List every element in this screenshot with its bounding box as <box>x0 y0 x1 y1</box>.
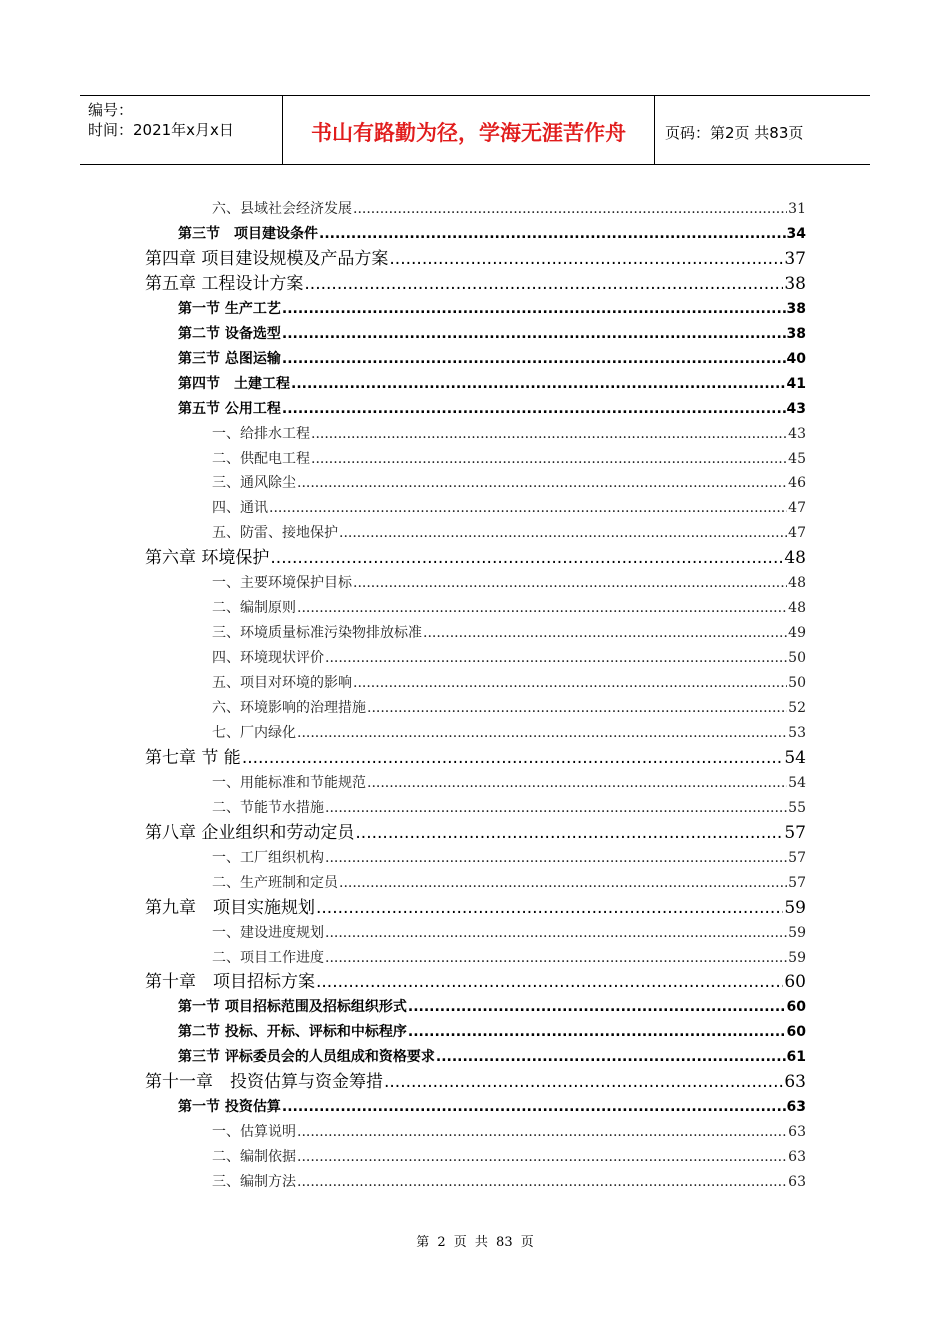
toc-entry-page: 61 <box>786 1049 806 1066</box>
toc-entry-page: 54 <box>788 774 806 791</box>
toc-leader-dots <box>297 721 787 746</box>
toc-entry-title: 第二节 设备选型 <box>178 325 281 342</box>
toc-leader-dots <box>297 596 787 621</box>
toc-entry-title: 第十一章 投资估算与资金筹措 <box>145 1072 383 1093</box>
toc-entry-page: 59 <box>784 897 806 918</box>
toc-entry-item[interactable] <box>212 771 806 796</box>
toc-entry-item[interactable] <box>212 471 806 496</box>
toc-leader-dots <box>297 471 787 496</box>
toc-entry-title: 六、县域社会经济发展 <box>212 201 352 217</box>
toc-entry-section[interactable] <box>178 347 806 372</box>
toc-entry-page: 50 <box>788 650 806 667</box>
toc-entry-page: 63 <box>788 1149 806 1166</box>
toc-entry-title: 二、项目工作进度 <box>212 949 324 966</box>
toc-entry-chapter[interactable] <box>145 896 806 921</box>
toc-entry-item[interactable] <box>212 621 806 646</box>
toc-entry-page: 43 <box>786 400 806 417</box>
toc-leader-dots <box>408 995 786 1020</box>
toc-entry-item[interactable] <box>212 846 806 871</box>
toc-entry-page: 63 <box>788 1124 806 1141</box>
toc-entry-item[interactable] <box>212 696 806 721</box>
toc-entry-title: 二、生产班制和定员 <box>212 874 338 891</box>
toc-leader-dots <box>325 846 787 871</box>
toc-entry-item[interactable] <box>212 921 806 946</box>
toc-leader-dots <box>325 946 787 971</box>
toc-entry-item[interactable] <box>212 197 806 222</box>
toc-entry-chapter[interactable] <box>145 821 806 846</box>
toc-entry-item[interactable] <box>212 422 806 447</box>
toc-entry-title: 第二节 投标、开标、评标和中标程序 <box>178 1024 407 1041</box>
toc-entry-page: 59 <box>788 924 806 941</box>
toc-leader-dots <box>282 322 786 347</box>
toc-entry-title: 三、通风除尘 <box>212 475 296 492</box>
toc-entry-page: 45 <box>788 450 806 467</box>
toc-entry-title: 二、节能节水措施 <box>212 799 324 816</box>
toc-entry-title: 第五节 公用工程 <box>178 400 281 417</box>
toc-entry-section[interactable] <box>178 372 806 397</box>
toc-entry-page: 57 <box>784 822 806 843</box>
toc-entry-page: 38 <box>786 325 806 342</box>
toc-entry-section[interactable] <box>178 1095 806 1120</box>
toc-entry-title: 四、通讯 <box>212 500 268 517</box>
toc-entry-item[interactable] <box>212 671 806 696</box>
toc-leader-dots <box>325 921 787 946</box>
toc-entry-section[interactable] <box>178 1045 806 1070</box>
toc-entry-page: 48 <box>788 575 806 592</box>
toc-entry-chapter[interactable] <box>145 970 806 995</box>
toc-leader-dots <box>353 197 787 222</box>
toc-entry-page: 43 <box>788 425 806 442</box>
toc-entry-page: 50 <box>788 675 806 692</box>
toc-entry-section[interactable] <box>178 322 806 347</box>
toc-entry-section[interactable] <box>178 995 806 1020</box>
toc-entry-page: 53 <box>788 724 806 741</box>
toc-leader-dots <box>311 447 787 472</box>
toc-leader-dots <box>367 696 787 721</box>
toc-entry-page: 37 <box>784 248 806 269</box>
toc-entry-page: 46 <box>788 475 806 492</box>
toc-entry-title: 第三节 总图运输 <box>178 350 281 367</box>
toc-entry-title: 四、环境现状评价 <box>212 650 324 667</box>
document-date: 时间：2021年x月x日 <box>88 121 234 139</box>
toc-entry-page: 31 <box>788 201 806 217</box>
toc-entry-title: 第六章 环境保护 <box>145 548 270 569</box>
toc-leader-dots <box>319 222 786 247</box>
toc-entry-page: 54 <box>784 747 806 768</box>
toc-leader-dots <box>297 1145 787 1170</box>
toc-entry-page: 57 <box>788 849 806 866</box>
toc-leader-dots <box>325 796 787 821</box>
toc-leader-dots <box>297 1120 787 1145</box>
toc-entry-page: 63 <box>784 1072 806 1093</box>
toc-leader-dots <box>269 496 787 521</box>
toc-leader-dots <box>408 1020 786 1045</box>
toc-entry-page: 55 <box>788 799 806 816</box>
toc-leader-dots <box>282 347 786 372</box>
toc-leader-dots <box>355 821 783 846</box>
toc-leader-dots <box>270 546 783 571</box>
toc-entry-section[interactable] <box>178 297 806 322</box>
toc-entry-item[interactable] <box>212 871 806 896</box>
page-header <box>80 95 870 165</box>
toc-entry-title: 一、用能标准和节能规范 <box>212 774 366 791</box>
toc-entry-page: 59 <box>788 949 806 966</box>
toc-entry-page: 47 <box>788 525 806 542</box>
toc-entry-title: 第四节 土建工程 <box>178 375 290 392</box>
toc-entry-title: 第一节 生产工艺 <box>178 300 281 317</box>
toc-leader-dots <box>316 896 783 921</box>
toc-entry-page: 57 <box>788 874 806 891</box>
toc-leader-dots <box>282 297 786 322</box>
toc-entry-chapter[interactable] <box>145 247 806 272</box>
toc-leader-dots <box>367 771 787 796</box>
toc-entry-title: 第三节 评标委员会的人员组成和资格要求 <box>178 1049 435 1066</box>
toc-entry-title: 一、主要环境保护目标 <box>212 575 352 592</box>
toc-entry-chapter[interactable] <box>145 546 806 571</box>
toc-entry-section[interactable] <box>178 397 806 422</box>
toc-leader-dots <box>389 247 783 272</box>
toc-entry-title: 第五章 工程设计方案 <box>145 273 304 294</box>
toc-entry-chapter[interactable] <box>145 1070 806 1095</box>
toc-entry-chapter[interactable] <box>145 746 806 771</box>
toc-entry-item[interactable] <box>212 447 806 472</box>
toc-leader-dots <box>242 746 784 771</box>
toc-entry-page: 48 <box>788 600 806 617</box>
toc-entry-page: 63 <box>788 1174 806 1191</box>
toc-entry-title: 一、工厂组织机构 <box>212 849 324 866</box>
toc-entry-page: 52 <box>788 700 806 716</box>
toc-entry-page: 48 <box>784 548 806 569</box>
toc-entry-title: 第四章 项目建设规模及产品方案 <box>145 248 389 269</box>
toc-entry-item[interactable] <box>212 571 806 596</box>
toc-entry-title: 第一节 投资估算 <box>178 1099 281 1116</box>
toc-leader-dots <box>311 422 787 447</box>
toc-leader-dots <box>325 646 787 671</box>
toc-entry-title: 二、编制依据 <box>212 1149 296 1166</box>
toc-leader-dots <box>339 521 787 546</box>
toc-entry-chapter[interactable] <box>145 272 806 297</box>
toc-entry-title: 六、环境影响的治理措施 <box>212 700 366 716</box>
toc-entry-title: 第八章 企业组织和劳动定员 <box>145 822 355 843</box>
toc-entry-title: 一、给排水工程 <box>212 425 310 442</box>
toc-entry-section[interactable] <box>178 222 806 247</box>
toc-entry-item[interactable] <box>212 521 806 546</box>
toc-leader-dots <box>291 372 786 397</box>
toc-entry-page: 41 <box>786 375 806 392</box>
toc-entry-page: 60 <box>786 999 806 1016</box>
toc-entry-page: 34 <box>786 225 806 242</box>
toc-entry-title: 五、防雷、接地保护 <box>212 525 338 542</box>
toc-entry-page: 60 <box>786 1024 806 1041</box>
toc-leader-dots <box>339 871 787 896</box>
toc-entry-title: 五、项目对环境的影响 <box>212 675 352 692</box>
toc-entry-title: 七、厂内绿化 <box>212 724 296 741</box>
toc-entry-page: 38 <box>784 273 806 294</box>
toc-entry-item[interactable] <box>212 946 806 971</box>
toc-entry-page: 60 <box>784 972 806 993</box>
header-page-info: 页码：第2页 共83页 <box>665 123 804 142</box>
toc-leader-dots <box>304 272 783 297</box>
toc-entry-title: 二、编制原则 <box>212 600 296 617</box>
toc-entry-title: 第七章 节 能 <box>145 747 241 768</box>
toc-entry-title: 第三节 项目建设条件 <box>178 225 318 242</box>
toc-entry-title: 三、环境质量标准污染物排放标准 <box>212 625 422 642</box>
toc-entry-item[interactable] <box>212 646 806 671</box>
toc-entry-item[interactable] <box>212 796 806 821</box>
toc-leader-dots <box>353 671 787 696</box>
toc-leader-dots <box>282 397 786 422</box>
toc-leader-dots <box>282 1095 786 1120</box>
toc-entry-title: 第一节 项目招标范围及招标组织形式 <box>178 999 407 1016</box>
page-footer: 第 2 页 共 83 页 <box>416 1235 534 1250</box>
toc-leader-dots <box>353 571 787 596</box>
toc-entry-item[interactable] <box>212 1120 806 1145</box>
toc-leader-dots <box>436 1045 786 1070</box>
toc-entry-page: 49 <box>788 625 806 642</box>
toc-entry-section[interactable] <box>178 1020 806 1045</box>
header-meta <box>80 96 283 164</box>
header-motto: 书山有路勤为径，学海无涯苦作舟 <box>283 96 655 164</box>
toc-entry-title: 一、建设进度规划 <box>212 924 324 941</box>
toc-entry-item[interactable] <box>212 596 806 621</box>
toc-entry-item[interactable] <box>212 1170 806 1195</box>
toc-entry-page: 63 <box>786 1099 806 1116</box>
toc-entry-title: 第十章 项目招标方案 <box>145 972 315 993</box>
toc-entry-item[interactable] <box>212 1145 806 1170</box>
toc-entry-page: 38 <box>786 300 806 317</box>
toc-leader-dots <box>423 621 787 646</box>
toc-entry-item[interactable] <box>212 721 806 746</box>
toc-entry-page: 47 <box>788 500 806 517</box>
toc-entry-page: 40 <box>786 350 806 367</box>
toc-entry-title: 一、估算说明 <box>212 1124 296 1141</box>
toc-leader-dots <box>384 1070 783 1095</box>
toc-leader-dots <box>316 970 783 995</box>
toc-entry-title: 二、供配电工程 <box>212 450 310 467</box>
document-number-label: 编号： <box>88 101 134 119</box>
toc-entry-title: 第九章 项目实施规划 <box>145 897 315 918</box>
toc-entry-item[interactable] <box>212 496 806 521</box>
toc-entry-title: 三、编制方法 <box>212 1174 296 1191</box>
toc-leader-dots <box>297 1170 787 1195</box>
